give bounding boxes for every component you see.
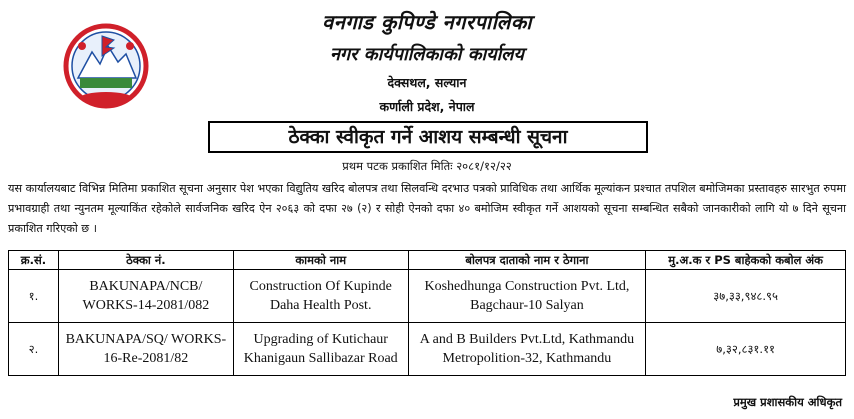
cell-amount: ७,३२,८३१.११ [646, 323, 846, 376]
cell-contract: BAKUNAPA/SQ/ WORKS-16-Re-2081/82 [58, 323, 233, 376]
cell-bidder: Koshedhunga Construction Pvt. Ltd, Bagchaur-10 Salyan [408, 270, 646, 323]
cell-work: Upgrading of Kutichaur Khanigaun Sallibazar Road [233, 323, 408, 376]
notice-body: यस कार्यालयबाट विभिन्न मितिमा प्रकाशित सूचना अनुसार पेश भएका विद्युतिय खरिद बोलपत्र तथा सिलवन्धि दरभाउ पत्रको प्राविधिक तथा आर्थिक मूल्यांकन प्रश्चात तपशिल बमोजिमका प्रस्तावहरु सारभुत रुपमा प्रभावग्राही तथा न्युनतम मूल्याकिंत रहेकोले सार्वजनिक खरिद ऐन २०६३ को दफा २७ (२) र सोही ऐनको दफा ४० बमोजिम स्वीकृत गर्ने आशयको सूचना सम्बन्धित सबैको जानकारीको लागि यो ७ दिने सूचना प्रकाशित गरिएको छ । [8, 182, 846, 235]
cell-sn: १. [9, 270, 59, 323]
table-row [9, 270, 846, 323]
municipality-title: वनगाड कुपिण्डे नगरपालिका [322, 10, 532, 34]
notice-banner: ठेक्का स्वीकृत गर्ने आशय सम्बन्धी सूचना [208, 121, 648, 153]
cell-sn: २. [9, 323, 59, 376]
office-province: कर्णाली प्रदेश, नेपाल [379, 99, 475, 114]
contract-table [8, 250, 846, 376]
publication-date: प्रथम पटक प्रकाशित मितिः २०८१/१२/२२ [342, 159, 512, 173]
column-header-sn: क्र.सं. [9, 251, 59, 270]
cell-work: Construction Of Kupinde Daha Health Post. [233, 270, 408, 323]
table-row [9, 323, 846, 376]
table-header-row [9, 251, 846, 270]
office-title: नगर कार्यपालिकाको कार्यालय [330, 44, 524, 65]
column-header-amount: मु.अ.क र PS बाहेकको कबोल अंक [646, 251, 846, 270]
cell-contract: BAKUNAPA/NCB/ WORKS-14-2081/082 [58, 270, 233, 323]
column-header-work: कामको नाम [233, 251, 408, 270]
cell-bidder: A and B Builders Pvt.Ltd, Kathmandu Metropolition-32, Kathmandu [408, 323, 646, 376]
office-address: देक्सथल, सल्यान [387, 75, 467, 90]
signature-title: प्रमुख प्रशासकीय अधिकृत [733, 395, 842, 409]
column-header-bidder: बोलपत्र दाताको नाम र ठेगाना [408, 251, 646, 270]
column-header-contract: ठेक्का नं. [58, 251, 233, 270]
cell-amount: ३७,३३,९४८.९५ [646, 270, 846, 323]
